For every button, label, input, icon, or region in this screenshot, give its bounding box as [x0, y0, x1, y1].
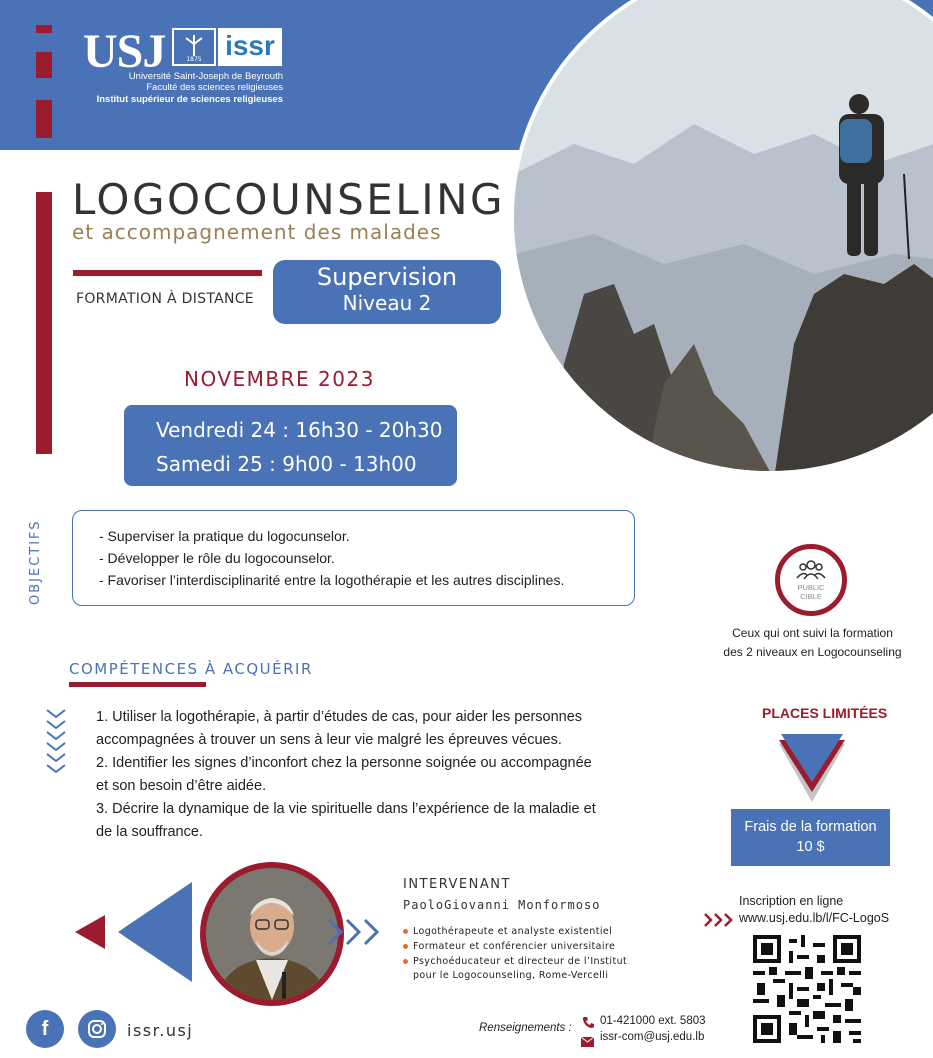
- competences-list: [96, 706, 641, 844]
- frais-label: Frais de la formation: [744, 819, 877, 835]
- dates-box: [124, 405, 457, 486]
- competences-title: COMPÉTENCES À ACQUÉRIR: [69, 660, 313, 678]
- phone-number[interactable]: 01-421000 ext. 5803: [600, 1015, 706, 1027]
- frais-amount: 10 $: [796, 839, 825, 855]
- email-address[interactable]: issr-com@usj.edu.lb: [600, 1031, 705, 1043]
- faculty-name: Faculté des sciences religieuses: [146, 82, 283, 93]
- crest-year: 1875: [186, 56, 202, 63]
- inscription-link[interactable]: www.usj.edu.lb/l/FC-LogoS: [739, 911, 890, 925]
- issr-logo: issr: [218, 28, 282, 66]
- intervenant-heading: INTERVENANT: [403, 877, 511, 892]
- competence-line: 1. Utiliser la logothérapie, à partir d’études de cas, pour aider les personnes: [96, 709, 583, 725]
- competence-line: accompagnées à trouver un sens à leur vie malgré les épreuves vécues.: [96, 732, 562, 748]
- public-cible-text: [700, 624, 925, 662]
- speaker-photo: [200, 862, 344, 1006]
- title-divider: [73, 270, 262, 276]
- inscription-label: Inscription en ligne: [739, 894, 844, 908]
- usj-crest-logo: [172, 28, 216, 66]
- chevrons-right-icon: [703, 912, 735, 933]
- mail-icon: [581, 1034, 594, 1052]
- places-limitees: PLACES LIMITÉES: [762, 705, 888, 721]
- hiker-mountain-photo: [510, 0, 933, 475]
- play-triangle-blue: [118, 882, 194, 987]
- left-red-bar-1: [36, 25, 52, 33]
- credential-item: Logothérapeute et analyste existentiel: [403, 926, 612, 937]
- session-month: NOVEMBRE 2023: [184, 367, 375, 391]
- supervision-level: Niveau 2: [342, 291, 432, 315]
- objectif-item: - Favoriser l’interdisciplinarité entre la logothérapie et les autres disciplines.: [99, 572, 565, 588]
- bullet-icon: [403, 944, 408, 949]
- social-handle[interactable]: issr.usj: [127, 1021, 194, 1040]
- objectifs-box: [72, 510, 635, 606]
- date-line: Samedi 25 : 9h00 - 13h00: [156, 452, 417, 476]
- competence-line: 3. Décrire la dynamique de la vie spirituelle dans l’expérience de la maladie et: [96, 801, 596, 817]
- chevrons-right-blue-icon: [325, 917, 387, 952]
- instagram-icon[interactable]: [78, 1010, 116, 1048]
- credential-item: Formateur et conférencier universitaire: [403, 941, 615, 952]
- public-label-line: CIBLE: [800, 592, 822, 601]
- frais-box: [731, 809, 890, 866]
- left-red-bar-3: [36, 100, 52, 138]
- bullet-icon: [403, 959, 408, 964]
- qr-code[interactable]: [753, 935, 861, 1043]
- objectif-item: - Superviser la pratique du logocunselor.: [99, 528, 350, 544]
- credential-item: Psychoéducateur et directeur de l’Institut: [403, 956, 627, 967]
- play-triangle-red: [75, 915, 107, 954]
- public-cible-label: [775, 583, 847, 601]
- left-red-bar-4: [36, 192, 52, 454]
- objectifs-label: OBJECTIFS: [28, 519, 43, 605]
- public-text-line: Ceux qui ont suivi la formation: [732, 626, 893, 640]
- chevrons-down-icon: [44, 708, 68, 781]
- left-red-bar-2: [36, 52, 52, 78]
- down-triangle-icon: [777, 732, 847, 809]
- institute-name: Institut supérieur de sciences religieuses: [96, 94, 283, 105]
- usj-logo: USJ: [83, 25, 166, 78]
- credential-item-cont: pour le Logocounseling, Rome-Vercelli: [413, 970, 609, 981]
- phone-icon: [582, 1016, 594, 1034]
- date-line: Vendredi 24 : 16h30 - 20h30: [156, 418, 443, 442]
- page-title: LOGOCOUNSELING: [72, 175, 506, 224]
- public-cible-badge: [775, 544, 847, 616]
- intervenant-name: PaoloGiovanni Monformoso: [403, 898, 601, 912]
- objectif-item: - Développer le rôle du logocounselor.: [99, 550, 335, 566]
- public-label-line: PUBLIC: [797, 583, 825, 592]
- supervision-label: Supervision: [316, 263, 458, 291]
- competence-line: 2. Identifier les signes d’inconfort chez la personne soignée ou accompagnée: [96, 755, 592, 771]
- public-text-line: des 2 niveaux en Logocounseling: [723, 645, 902, 659]
- competences-underline: [69, 682, 206, 687]
- competence-line: et son besoin d’être aidée.: [96, 778, 267, 794]
- supervision-badge: [273, 260, 501, 324]
- university-name: Université Saint-Joseph de Beyrouth: [128, 71, 283, 82]
- bullet-icon: [403, 929, 408, 934]
- competence-line: de la souffrance.: [96, 824, 203, 840]
- formation-mode: FORMATION À DISTANCE: [76, 291, 254, 307]
- renseignements-label: Renseignements :: [479, 1022, 572, 1034]
- page-subtitle: et accompagnement des malades: [72, 220, 442, 244]
- facebook-icon[interactable]: f: [26, 1010, 64, 1048]
